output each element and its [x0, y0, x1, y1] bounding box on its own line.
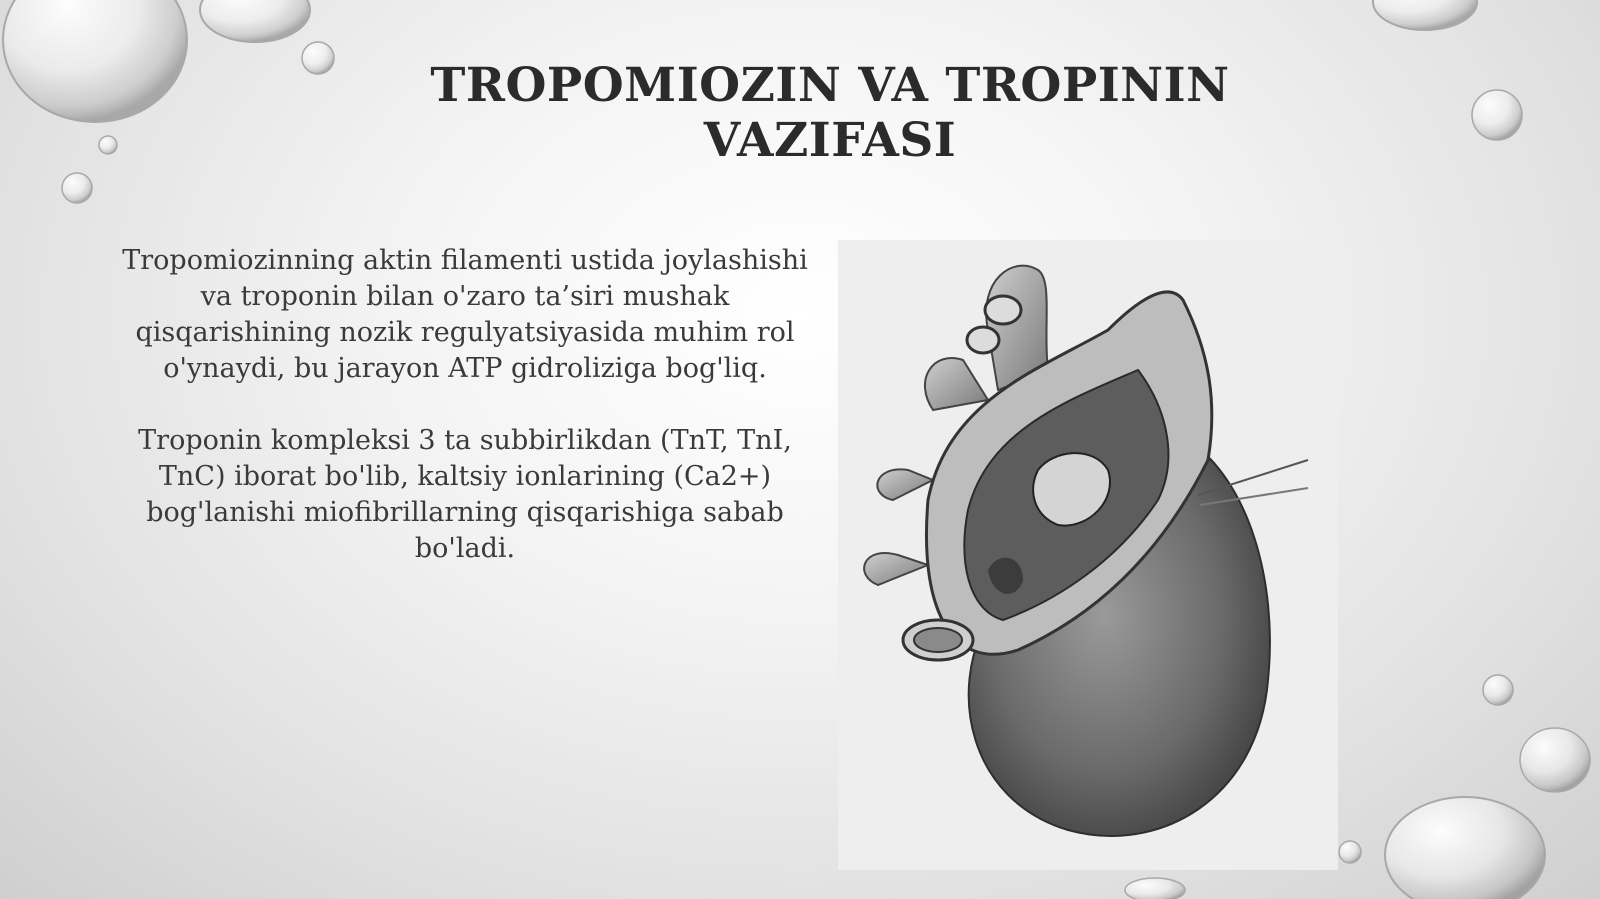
heart-drawing: [838, 240, 1338, 870]
slide-title: TROPOMIOZIN VA TROPININ VAZIFASI: [430, 58, 1230, 168]
paragraph-troponin: Troponin kompleksi 3 ta subbirlikdan (TnT, TnI, TnC) iborat bo'lib, kaltsiy ionlarining (Ca2+) bog'lanishi miofibrillarning qisqarishiga sabab bo'ladi.: [138, 425, 792, 564]
aorta-bottom: [903, 620, 973, 660]
heart-illustration: [838, 240, 1338, 870]
slide-body: [110, 243, 820, 567]
top-left-drops: [3, 0, 334, 203]
paragraph-tropomyosin: Tropomiozinning aktin filamenti ustida joylashishi va troponin bilan o'zaro ta’siri mushak qisqarishining nozik regulyatsiyasida muhim rol o'ynaydi, bu jarayon ATP gidroliziga bog'liq.: [122, 245, 808, 384]
